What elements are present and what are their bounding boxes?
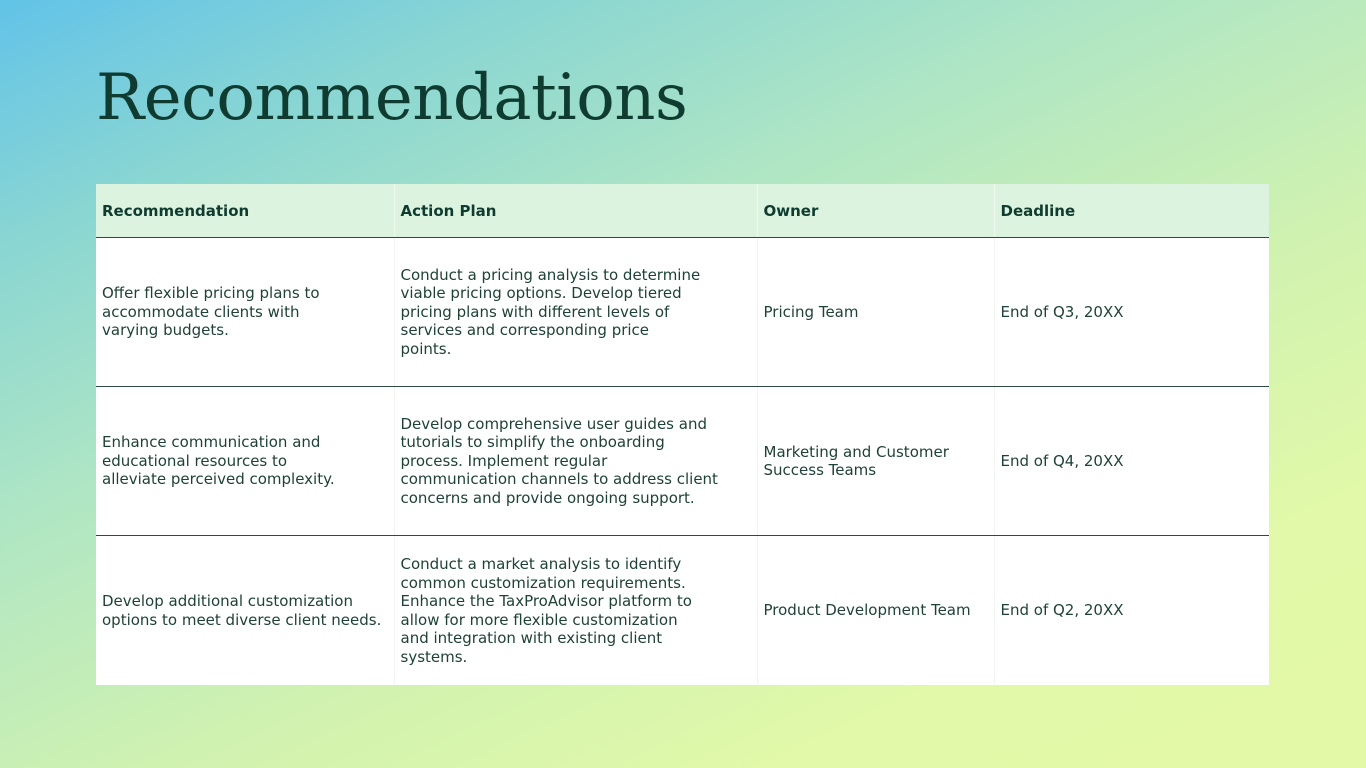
header-recommendation: Recommendation xyxy=(96,184,394,238)
action-plan-text: Conduct a pricing analysis to determine viable pricing options. Develop tiered pricing plans with different levels of services and corresponding price points. xyxy=(400,265,701,358)
header-action-plan: Action Plan xyxy=(394,184,757,238)
table-header xyxy=(96,184,1269,238)
owner-text: Marketing and Customer Success Teams xyxy=(763,442,949,479)
cell-deadline xyxy=(994,238,1269,387)
page-title: Recommendations xyxy=(96,61,688,135)
action-plan-text: Conduct a market analysis to identify common customization requirements. Enhance the TaxProAdvisor platform to allow for more flexible customization and integration with existing client systems. xyxy=(400,555,692,666)
cell-recommendation xyxy=(96,536,394,686)
cell-action-plan xyxy=(394,238,757,387)
cell-action-plan xyxy=(394,387,757,536)
header-deadline: Deadline xyxy=(994,184,1269,238)
table xyxy=(96,184,1269,685)
table-row xyxy=(96,387,1269,536)
cell-recommendation xyxy=(96,238,394,387)
deadline-text: End of Q3, 20XX xyxy=(1000,302,1124,321)
table-body xyxy=(96,238,1269,686)
cell-action-plan xyxy=(394,536,757,686)
header-owner: Owner xyxy=(757,184,994,238)
cell-deadline xyxy=(994,387,1269,536)
owner-text: Pricing Team xyxy=(763,302,859,321)
deadline-text: End of Q2, 20XX xyxy=(1000,601,1124,620)
recommendation-text: Develop additional customization options to meet diverse client needs. xyxy=(102,592,382,629)
cell-deadline xyxy=(994,536,1269,686)
action-plan-text: Develop comprehensive user guides and tutorials to simplify the onboarding process. Implement regular communication channels to address client concerns and provide ongoing support. xyxy=(400,414,718,507)
cell-owner xyxy=(757,238,994,387)
table-row xyxy=(96,536,1269,686)
cell-owner xyxy=(757,536,994,686)
cell-owner xyxy=(757,387,994,536)
header-row xyxy=(96,184,1269,238)
deadline-text: End of Q4, 20XX xyxy=(1000,451,1124,470)
table-row xyxy=(96,238,1269,387)
owner-text: Product Development Team xyxy=(763,601,971,620)
recommendation-text: Offer flexible pricing plans to accommodate clients with varying budgets. xyxy=(102,284,320,340)
cell-recommendation xyxy=(96,387,394,536)
recommendations-table xyxy=(96,184,1269,684)
recommendation-text: Enhance communication and educational resources to alleviate perceived complexity. xyxy=(102,433,335,489)
